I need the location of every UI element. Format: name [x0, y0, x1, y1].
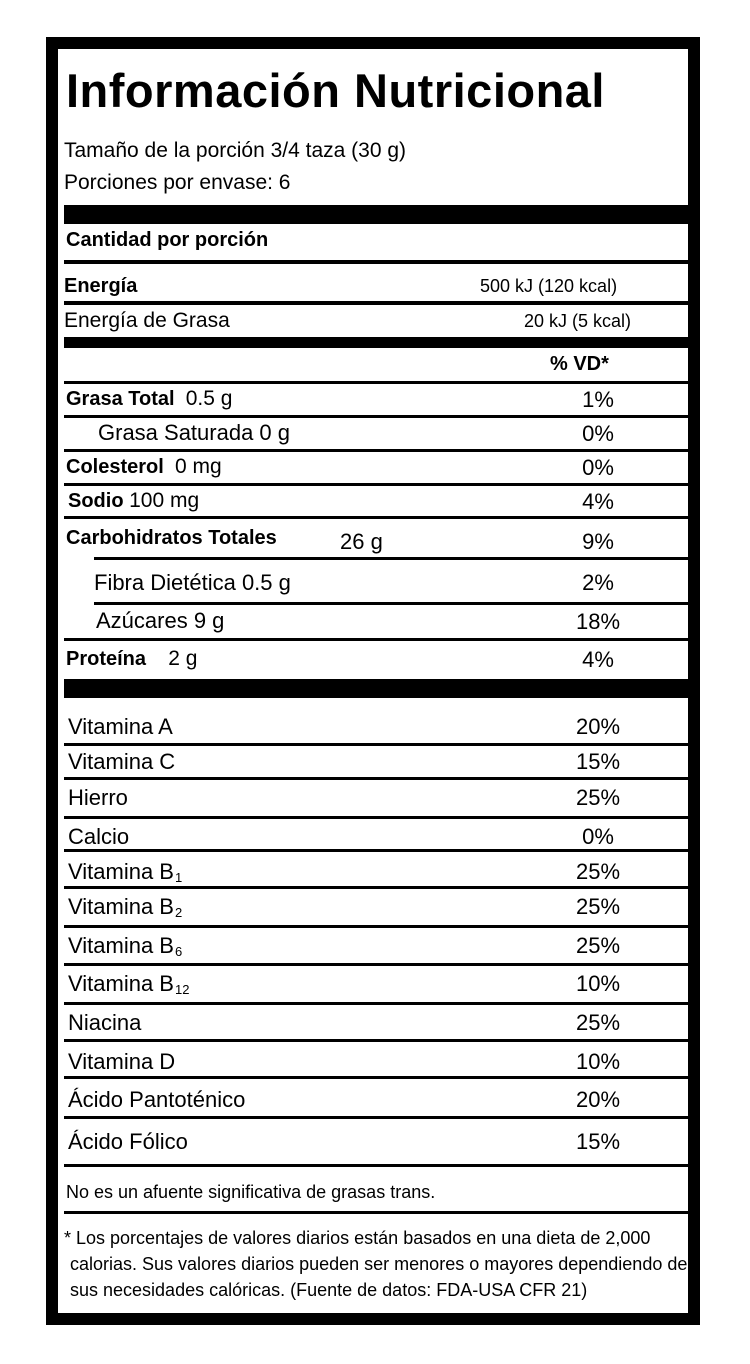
vitamin-name: Niacina [68, 1010, 142, 1035]
energy-label: Energía [64, 275, 138, 297]
serving-size: Tamaño de la porción 3/4 taza (30 g) [64, 139, 407, 162]
divider [94, 602, 688, 605]
servings-per-container: Porciones por envase: 6 [64, 171, 291, 194]
divider [64, 301, 688, 305]
divider [64, 1002, 688, 1005]
vitamin-dv: 20% [575, 714, 621, 739]
divider [64, 415, 688, 418]
sugars-label: Azúcares 9 g [96, 608, 225, 633]
sugars-dv: 18% [575, 609, 621, 634]
total-fat-label: Grasa Total [66, 388, 175, 410]
divider [94, 557, 688, 560]
divider [64, 777, 688, 780]
thick-divider [64, 337, 688, 348]
divider [64, 1211, 688, 1214]
vitamin-name: Ácido Pantoténico [68, 1087, 246, 1112]
vitamin-dv: 10% [575, 1049, 621, 1074]
thick-divider-top [64, 205, 688, 224]
vitamin-row [68, 1129, 188, 1155]
vitamin-name: Vitamina D [68, 1049, 176, 1074]
vitamin-row [68, 859, 182, 885]
vitamin-row [68, 749, 175, 775]
cholesterol-row [66, 455, 222, 479]
cholesterol-amount: 0 mg [174, 455, 222, 478]
nutrition-label [46, 37, 700, 1325]
vitamin-dv: 20% [575, 1087, 621, 1112]
vitamin-subscript: 12 [174, 982, 190, 997]
vitamin-dv: 25% [575, 894, 621, 919]
protein-row [66, 647, 197, 671]
energy-fat-value: 20 kJ (5 kcal) [524, 311, 632, 331]
vitamin-name: Hierro [68, 785, 128, 810]
trans-fat-note: No es un afuente significativa de grasas trans. [66, 1182, 436, 1202]
divider [64, 1076, 688, 1079]
protein-label: Proteína [66, 648, 147, 670]
total-fat-dv: 1% [582, 387, 614, 412]
divider [64, 260, 688, 264]
divider [64, 1164, 688, 1167]
vitamin-name: Vitamina C [68, 749, 176, 774]
vitamin-dv: 25% [575, 1010, 621, 1035]
divider [64, 1039, 688, 1042]
divider [64, 638, 688, 641]
sodium-label: Sodio [68, 490, 124, 512]
fiber-dv: 2% [582, 570, 614, 595]
vitamin-row [68, 824, 129, 850]
sodium-amount: 100 mg [129, 489, 200, 512]
label-title: Información Nutricional [66, 64, 605, 117]
divider [64, 1116, 688, 1119]
vitamin-row [68, 714, 173, 740]
vitamin-row [68, 894, 182, 920]
vitamin-dv: 15% [575, 749, 621, 774]
divider [64, 816, 688, 819]
dv-header: % VD* [550, 353, 609, 375]
vitamin-name: Calcio [68, 824, 130, 849]
energy-fat-label: Energía de Grasa [64, 309, 230, 332]
divider [64, 849, 688, 852]
total-fat-row [66, 387, 232, 411]
vitamin-subscript: 2 [174, 905, 183, 920]
fiber-label: Fibra Dietética 0.5 g [94, 570, 291, 595]
sodium-row [68, 489, 199, 513]
vitamin-name: Vitamina B [68, 859, 174, 884]
sodium-dv: 4% [582, 489, 614, 514]
vitamin-name: Vitamina A [68, 714, 173, 739]
energy-value: 500 kJ (120 kcal) [480, 276, 618, 296]
divider [64, 381, 688, 384]
divider [64, 743, 688, 746]
protein-amount: 2 g [168, 647, 198, 670]
cholesterol-label: Colesterol [66, 456, 164, 478]
divider [64, 516, 688, 519]
vitamin-row [68, 1087, 245, 1113]
carbs-amount: 26 g [340, 529, 383, 554]
vitamin-name: Vitamina B [68, 933, 174, 958]
protein-dv: 4% [582, 647, 614, 672]
footnote: * Los porcentajes de valores diarios están basados en una dieta de 2,000 calorias. Sus valores diarios pueden ser menores o mayores dependiendo de sus necesidades calóricas. (Fuente de datos: FDA-USA CFR 21) [64, 1228, 688, 1300]
vitamin-row [68, 1049, 175, 1075]
cholesterol-dv: 0% [582, 455, 614, 480]
divider [64, 925, 688, 928]
vitamin-name: Vitamina B [68, 894, 174, 919]
vitamin-row [68, 785, 128, 811]
vitamin-row [68, 971, 189, 997]
vitamin-dv: 10% [575, 971, 621, 996]
vitamin-dv: 0% [582, 824, 614, 849]
divider [64, 483, 688, 486]
saturated-fat-label: Grasa Saturada 0 g [98, 420, 291, 445]
total-fat-amount: 0.5 g [185, 387, 233, 410]
vitamin-subscript: 6 [174, 944, 183, 959]
vitamin-dv: 15% [575, 1129, 621, 1154]
carbs-label: Carbohidratos Totales [66, 527, 277, 549]
vitamin-name: Ácido Fólico [68, 1129, 188, 1154]
vitamin-dv: 25% [575, 859, 621, 884]
vitamin-row [68, 1010, 141, 1036]
divider [64, 963, 688, 966]
vitamin-dv: 25% [575, 933, 621, 958]
vitamin-subscript: 1 [174, 870, 183, 885]
vitamin-row [68, 933, 182, 959]
amount-per-serving: Cantidad por porción [66, 229, 269, 251]
carbs-dv: 9% [582, 529, 614, 554]
vitamin-name: Vitamina B [68, 971, 174, 996]
divider [64, 449, 688, 452]
thick-divider [64, 679, 688, 698]
divider [64, 886, 688, 889]
vitamin-dv: 25% [575, 785, 621, 810]
saturated-fat-dv: 0% [582, 421, 614, 446]
